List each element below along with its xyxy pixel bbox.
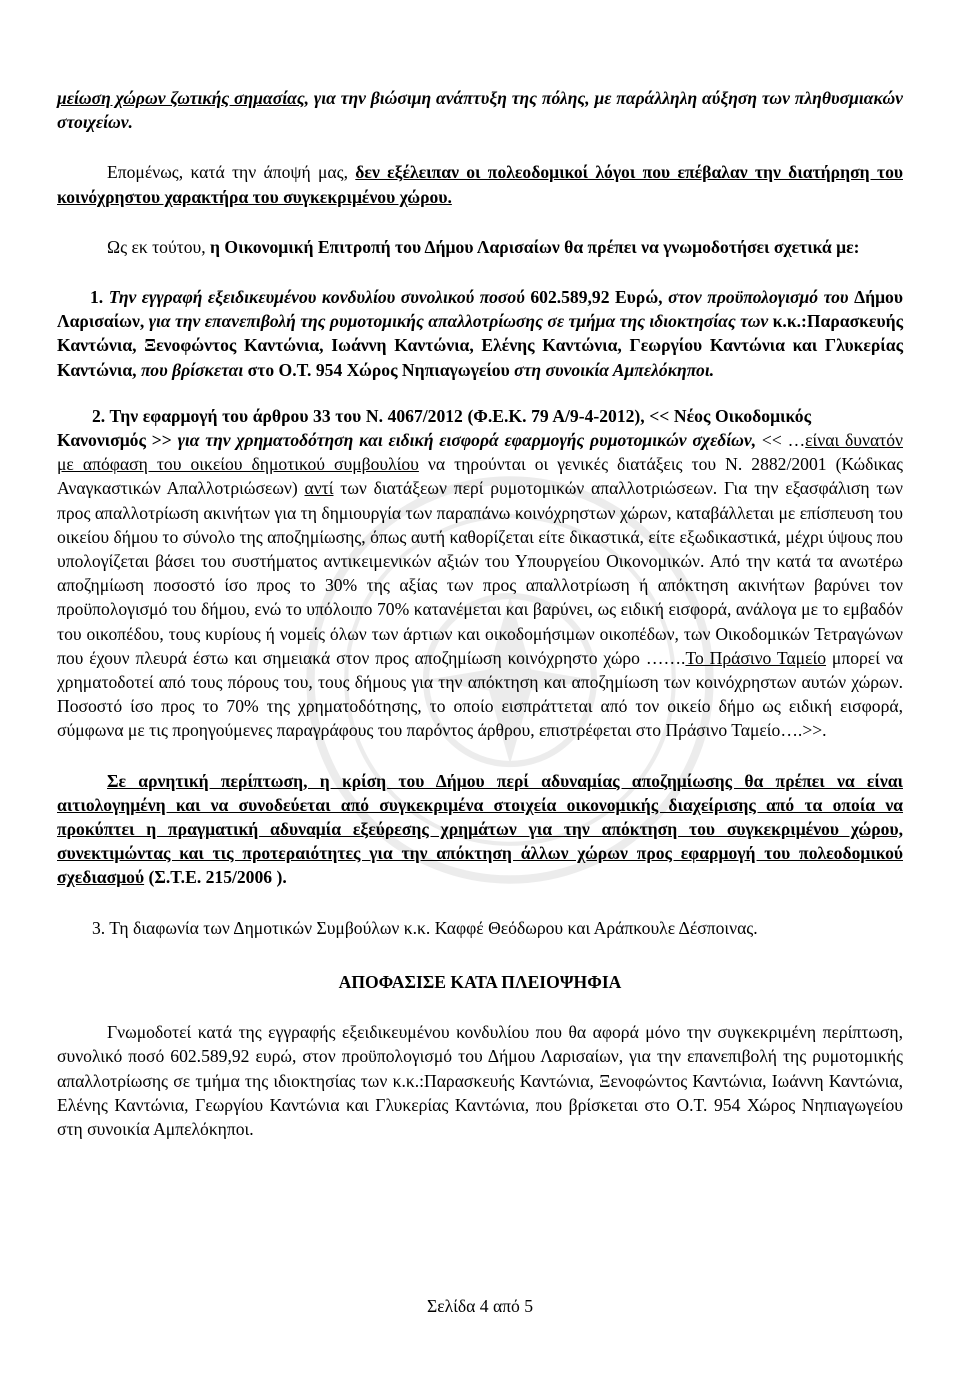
text-span: << … (761, 430, 806, 451)
text-span: μπορεί να χρηματοδοτεί από τους πόρους του, τους δήμους για την απόκτηση και αποζημίωση των κοινόχρηστων αυτών χώρων. Ποσοστό ίσο προς το 70% της χρηματοδότησης, το οποίο εισπράττεται από τον οικείο δήμο ως ειδική εισφορά, σύμφωνα με τις προηγούμενες παραγράφους του παρόντος άρθρου, επιστρέφεται στο Πράσινο Ταμείο….>>. (57, 647, 903, 741)
text-span: στο Ο.Τ. 954 Χώρος Νηπιαγωγείου (247, 359, 515, 380)
paragraph-decision: Γνωμοδοτεί κατά της εγγραφής εξειδικευμένου κονδυλίου που θα αφορά μόνο την συγκεκριμένη περίπτωση, συνολικό ποσό 602.589,92 ευρώ, στον προϋπολογισμό του Δήμου Λαρισαίων, για την επανεπιβολή της ρυμοτομικής απαλλοτρίωσης σε τμήμα της ιδιοκτησίας των κ.κ.:Παρασκευής Καντώνια, Ξενοφώντος Καντώνια, Ιωάννη Καντώνια, Ελένης Καντώνια, Γεωργίου Καντώνια και Γλυκερίας Καντώνια, που βρίσκεται στο Ο.Τ. 954 Χώρος Νηπιαγωγείου στη συνοικία Αμπελόκηποι. (57, 1022, 903, 1139)
text-span: Το Πράσινο Ταμείο (685, 647, 827, 668)
text-span: 2. Την εφαρμογή του άρθρου 33 του Ν. 4067/2012 (Φ.Ε.Κ. 79 Α/9-4-2012), << Νέος Οικοδομικός (92, 405, 811, 426)
paragraph-item-2 (57, 404, 903, 743)
text-span: Ως εκ τούτου, (107, 236, 211, 257)
text-span: Δήμου Λαρισαίων, (57, 287, 903, 332)
text-span: δεν εξέλειπαν οι πολεοδομικοί λόγοι που επέβαλαν την διατήρηση του κοινόχρηστου χαρακτήρα του συγκεκριμένου χώρου. (57, 162, 903, 207)
text-span: Επομένως, κατά την άποψή μας, (107, 162, 356, 183)
text-span: αντί (304, 478, 334, 499)
paragraph-conclusion (57, 160, 903, 208)
text-span: η Οικονομική Επιτροπή του Δήμου Λαρισαίων θα πρέπει να γνωμοδοτήσει σχετικά με: (210, 236, 860, 257)
text-span: για την χρηματοδότηση και ειδική εισφορά εφαρμογής ρυμοτομικών σχεδίων, (177, 430, 762, 451)
text-span: των διατάξεων περί ρυμοτομικών απαλλοτριώσεων. Για την εξασφάλιση των προς απαλλοτρίωση ακινήτων για τη δημιουργία των παραπάνω κοινόχρηστων χώρων, καταβάλλεται με επίσπευση του οικείου δήμου το σύνολο της αποζημίωσης, όπως αυτή καθορίζεται είτε δικαστικά, είτε εξωδικαστικά, μέχρι ύψους που υπολογίζεται βάσει του συστήματος αντικειμενικών αξιών του Υπουργείου Οικονομικών. Από την κατά τα ανωτέρω αποζημίωση ποσοστό ίσο προς το 30% της αξίας των προς απαλλοτρίωση ή απόκτηση ακινήτων βαρύνει τον προϋπολογισμό του δήμου, ενώ το υπόλοιπο 70% κατανέμεται και βαρύνει, ως ειδική εισφορά, ανάλογα με το εμβαδόν του οικοπέδου, τους κυρίους ή νομείς όλων των άρτιων και οικοδομήσιμων οικοπέδων, των Οικοδομικών Τετραγώνων που έχουν πλευρά έστω και σημειακά στον προς αποζημίωση κοινόχρηστο χώρο ……. (57, 478, 903, 668)
paragraph-negative-case (57, 769, 903, 890)
text-span: (Σ.Τ.Ε. 215/2006 ). (144, 867, 287, 888)
text-span: μείωση χώρων ζωτικής σημασίας (57, 88, 305, 108)
paragraph-growth (57, 86, 903, 134)
paragraph-item-1 (57, 285, 903, 382)
document-body (57, 86, 903, 1141)
text-span: Κανονισμός >> (57, 430, 178, 451)
text-span: κ.κ.:Παρασκευής Καντώνια, Ξενοφώντος Καντώνια, Ιωάννη Καντώνια, Ελένης Καντώνια, Γεωργίου Καντώνια και Γλυκερίας Καντώνια, (57, 311, 903, 380)
text-span: 602.589,92 Ευρώ, (530, 287, 669, 308)
text-span: που βρίσκεται (140, 359, 248, 380)
text-span: στη συνοικία Αμπελόκηποι. (514, 359, 715, 380)
text-span: 1. (90, 287, 109, 308)
paragraph-item-3: 3. Τη διαφωνία των Δημοτικών Συμβούλων κ.κ. Καφφέ Θεόδωρου και Αράπκουλε Δέσποινας. (92, 917, 758, 938)
decision-heading: ΑΠΟΦΑΣΙΣΕ ΚΑΤΑ ΠΛΕΙΟΨΗΦΙΑ (338, 971, 622, 992)
paragraph-committee (57, 235, 903, 259)
text-span: , για την βιώσιμη ανάπτυξη της πόλης, με παράλληλη αύξηση των πληθυσμιακών στοιχείων. (57, 88, 903, 133)
text-span: να τηρούνται οι γενικές διατάξεις του Ν. 2882/2001 (Κώδικας Αναγκαστικών Απαλλοτριώσεων) (57, 454, 903, 499)
text-span: Την εγγραφή εξειδικευμένου κονδυλίου συνολικού ποσού (108, 287, 531, 308)
text-span: Σε αρνητική περίπτωση, η κρίση του Δήμου περί αδυναμίας αποζημίωσης θα πρέπει να είναι αιτιολογημένη και να συνοδεύεται από συγκεκριμένα στοιχεία οικονομικής διαχείρισης από τα οποία να προκύπτει η πραγματική αδυναμία εξεύρεσης χρημάτων για την απόκτηση του συγκεκριμένου χώρου, συνεκτιμώντας και τις προτεραιότητες για την απόκτηση άλλων χώρων προς εφαρμογή του πολεοδομικού σχεδιασμού (57, 770, 903, 888)
text-span: στον προϋπολογισμό του (668, 287, 855, 308)
text-span: είναι δυνατόν με απόφαση του οικείου δημοτικού συμβουλίου (57, 430, 903, 475)
text-span: για την επανεπιβολή της ρυμοτομικής απαλλοτρίωσης σε τμήμα της ιδιοκτησίας των (148, 311, 773, 332)
page-number: Σελίδα 4 από 5 (426, 1296, 534, 1316)
